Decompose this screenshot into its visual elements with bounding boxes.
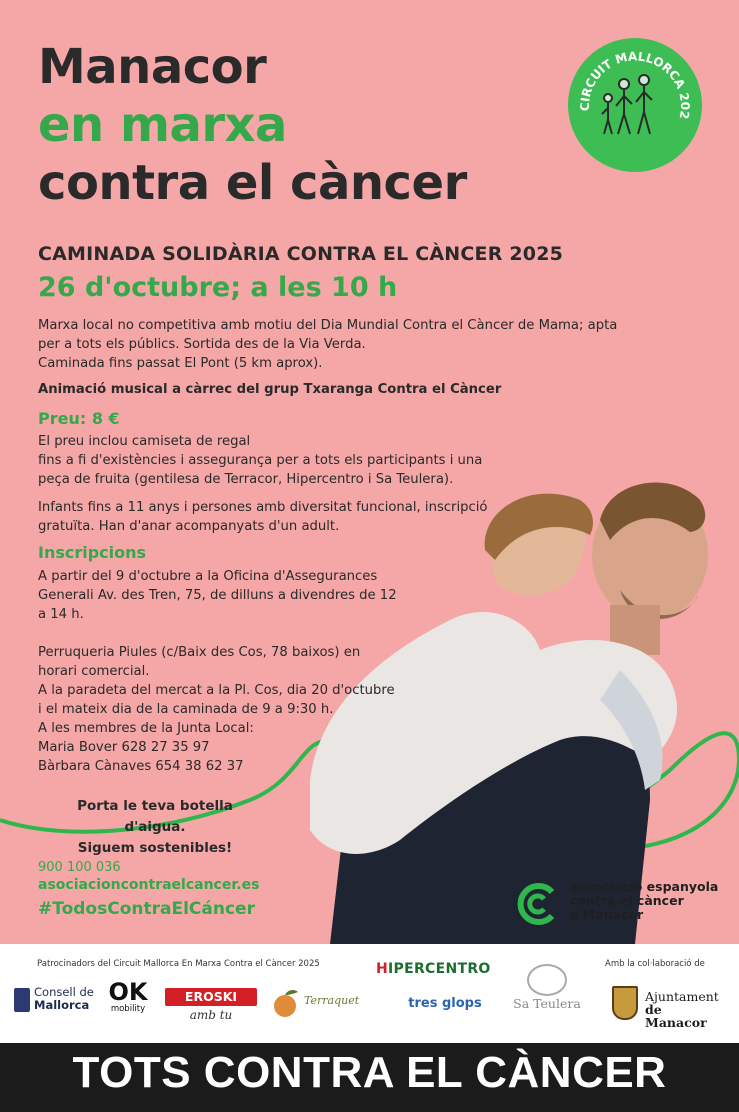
aecc-line-3: a Manacor — [570, 907, 644, 922]
inscription-line: Bàrbara Cànaves 654 38 62 37 — [38, 759, 244, 774]
inscription-line: a 14 h. — [38, 607, 84, 622]
ok-mobility-logo — [100, 980, 156, 1014]
consell-line-1: Consell de — [34, 985, 94, 999]
consell-crest-icon — [14, 988, 30, 1012]
event-subtitle: CAMINADA SOLIDÀRIA CONTRA EL CÀNCER 2025 — [38, 243, 564, 265]
intro-line: Marxa local no competitiva amb motiu del Dia Mundial Contra el Càncer de Mama; apta — [38, 318, 618, 333]
aecc-name — [570, 880, 730, 922]
aecc-line-2: contra el càncer — [570, 893, 684, 908]
children-line: Infants fins a 11 anys i persones amb diversitat funcional, inscripció — [38, 500, 488, 515]
inscription-line: Perruqueria Piules (c/Baix des Cos, 78 baixos) en — [38, 645, 361, 660]
inscription-line: horari comercial. — [38, 664, 150, 679]
bottle-line-1: Porta le teva botella d'aigua. — [77, 798, 233, 835]
consell-de-mallorca-logo — [14, 984, 94, 1020]
event-date: 26 d'octubre; a les 10 h — [38, 272, 398, 303]
eroski-tagline: amb tu — [189, 1008, 233, 1022]
inscription-line: i el mateix dia de la caminada de 9 a 9:30 h. — [38, 702, 334, 717]
aecc-logo-icon — [514, 880, 562, 928]
price-heading: Preu: 8 € — [38, 409, 120, 428]
ajuntament-line-1: Ajuntament — [645, 989, 719, 1004]
inscription-line: A les membres de la Junta Local: — [38, 721, 254, 736]
price-line: fins a fi d'existències i assegurança per a tots els participants i una — [38, 453, 483, 468]
terraquet-logo — [268, 986, 358, 1020]
terraquet-text: Terraquet — [304, 994, 360, 1007]
bottle-line-2: Siguem sostenibles! — [77, 840, 233, 856]
sa-teulera-text: Sa Teulera — [513, 996, 581, 1011]
inscriptions-heading: Inscripcions — [38, 543, 147, 562]
badge-text: CIRCUIT MALLORCA 202 — [577, 49, 693, 121]
inscription-line: A partir del 9 d'octubre a la Oficina d'Assegurances — [38, 569, 378, 584]
children-line: gratuïta. Han d'anar acompanyats d'un adult. — [38, 519, 340, 534]
sponsors-caption: Patrocinadors del Circuit Mallorca En Marxa Contra el Càncer 2025 — [37, 959, 320, 969]
title-line-3: contra el càncer — [38, 155, 467, 211]
price-line: peça de fruita (gentilesa de Terracor, Hipercentro i Sa Teulera). — [38, 472, 454, 487]
contact-hashtag: #TodosContraElCáncer — [38, 899, 255, 919]
ajuntament-manacor-logo — [612, 986, 727, 1030]
main-title — [38, 38, 467, 212]
collaboration-caption: Amb la col·laboració de — [605, 959, 705, 969]
eroski-text: EROSKI — [165, 988, 257, 1006]
sa-teulera-emblem-icon — [527, 964, 567, 996]
sponsors-strip — [0, 944, 739, 1043]
price-line: El preu inclou camiseta de regal — [38, 434, 251, 449]
mobility-text: mobility — [110, 1004, 146, 1014]
fruit-icon — [268, 986, 302, 1020]
inscription-line: Generali Av. des Tren, 75, de dilluns a divendres de 12 — [38, 588, 397, 603]
water-bottle-note — [50, 796, 260, 859]
title-line-2: en marxa — [38, 97, 287, 153]
sa-teulera-logo — [506, 964, 588, 1011]
tres-glops-logo — [404, 996, 486, 1011]
walking-people-icon — [602, 75, 652, 134]
circuit-badge — [568, 38, 702, 172]
svg-text:CIRCUIT MALLORCA 2025 — [568, 38, 692, 120]
ok-text: OK — [108, 978, 148, 1006]
ajuntament-line-2: de Manacor — [645, 1002, 707, 1030]
circuit-badge-graphic — [568, 38, 702, 172]
tres-glops-text: tres glops — [408, 996, 482, 1011]
ajuntament-shield-icon — [612, 986, 638, 1020]
contact-phone[interactable]: 900 100 036 — [38, 860, 121, 875]
inscription-line: A la paradeta del mercat a la Pl. Cos, dia 20 d'octubre — [38, 683, 395, 698]
hipercentro-h: H — [376, 961, 389, 977]
intro-line: per a tots els públics. Sortida des de la Via Verda. — [38, 337, 366, 352]
consell-line-2: Mallorca — [34, 998, 90, 1012]
contact-website[interactable]: asociacioncontraelcancer.es — [38, 877, 260, 893]
eroski-logo — [165, 988, 257, 1022]
music-note: Animació musical a càrrec del grup Txaranga Contra el Càncer — [38, 382, 502, 397]
hipercentro-text: IPERCENTRO — [388, 961, 491, 977]
intro-line: Caminada fins passat El Pont (5 km aprox). — [38, 356, 323, 371]
hipercentro-logo — [376, 961, 491, 977]
inscription-line: Maria Bover 628 27 35 97 — [38, 740, 210, 755]
title-line-1: Manacor — [38, 39, 267, 95]
caption-banner-text: TOTS CONTRA EL CÀNCER — [72, 1048, 667, 1097]
aecc-line-1: associació espanyola — [570, 879, 719, 894]
